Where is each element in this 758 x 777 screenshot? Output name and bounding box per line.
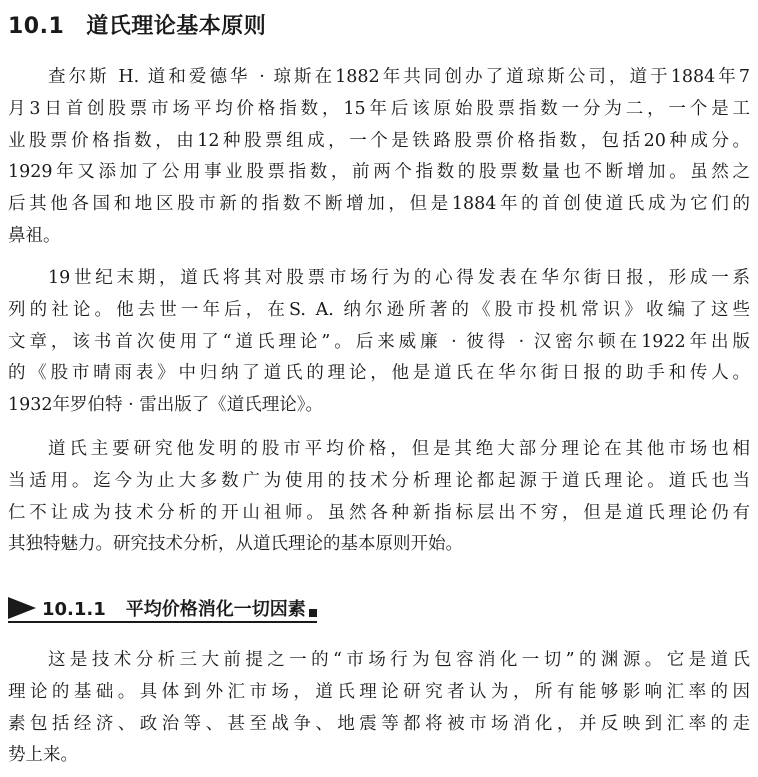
text-line: 鼻祖。 (8, 225, 61, 246)
text-line: 后其他各国和地区股市新的指数不断增加，但是1884年的首创使道氏成为它们的 (8, 194, 750, 215)
text-line: 1932年罗伯特 · 雷出版了《道氏理论》。 (8, 395, 323, 416)
end-mark-icon (309, 609, 317, 617)
text-line: 的《股市晴雨表》中归纳了道氏的理论，他是道氏在华尔街日报的助手和传人。 (8, 363, 750, 384)
section-heading (8, 12, 266, 42)
play-arrow-icon (8, 597, 36, 619)
text-line: 业股票价格指数，由12种股票组成，一个是铁路股票价格指数，包括20种成分。 (8, 130, 750, 151)
text-line: 这是技术分析三大前提之一的“市场行为包容消化一切”的渊源。它是道氏 (48, 650, 750, 670)
text-line: 仁不让成为技术分析的开山祖师。虽然各种新指标层出不穷，但是道氏理论仍有 (8, 502, 750, 523)
paragraph-2 (8, 263, 750, 422)
paragraph-1 (8, 62, 750, 253)
text-line: 素包括经济、政治等、甚至战争、地震等都将被市场消化，并反映到汇率的走 (8, 713, 750, 734)
text-line: 当适用。迄今为止大多数广为使用的技术分析理论都起源于道氏理论。道氏也当 (8, 470, 750, 491)
subsection-title: 平均价格消化一切因素 (125, 599, 306, 620)
section-title: 道氏理论基本原则 (86, 14, 267, 39)
text-line: 其独特魅力。研究技术分析，从道氏理论的基本原则开始。 (8, 534, 463, 555)
text-line: 文章，该书首次使用了“道氏理论”。后来威廉 · 彼得 · 汉密尔顿在1922年出版 (8, 331, 750, 352)
section-number: 10.1 (8, 14, 65, 39)
text-line: 19世纪末期，道氏将其对股票市场行为的心得发表在华尔街日报，形成一系 (48, 268, 750, 288)
subsection-heading (8, 595, 317, 625)
text-line: 道氏主要研究他发明的股市平均价格，但是其绝大部分理论在其他市场也相 (48, 439, 750, 459)
paragraph-3 (8, 434, 750, 561)
text-line: 月3日首创股票市场平均价格指数，15年后该原始股票指数一分为二，一个是工 (8, 98, 750, 119)
text-line: 查尔斯 H. 道和爱德华 · 琼斯在1882年共同创办了道琼斯公司，道于1884年7 (48, 67, 750, 87)
heading-underline (8, 621, 317, 623)
text-line: 理论的基础。具体到外汇市场，道氏理论研究者认为，所有能够影响汇率的因 (8, 681, 750, 702)
paragraph-4 (8, 645, 750, 772)
text-line: 1929年又添加了公用事业股票指数，前两个指数的股票数量也不断增加。虽然之 (8, 162, 750, 183)
text-line: 列的社论。他去世一年后，在S. A. 纳尔逊所著的《股市投机常识》收编了这些 (8, 299, 750, 320)
subsection-number: 10.1.1 (42, 599, 106, 620)
text-line: 势上来。 (8, 745, 78, 766)
